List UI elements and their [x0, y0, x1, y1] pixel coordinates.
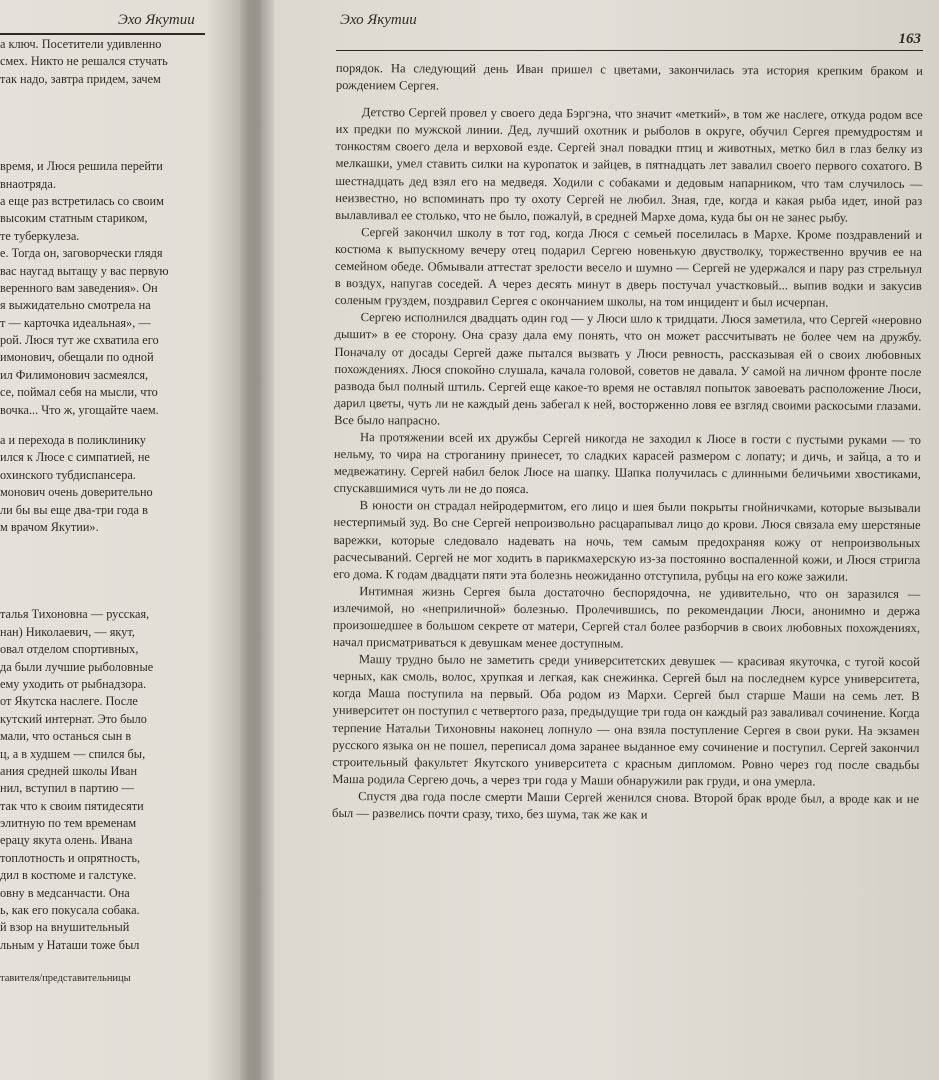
left-text-line: т — карточка идеальная», — [0, 315, 151, 330]
left-text-line: нил, вступил в партию — [0, 781, 134, 796]
left-text-line: м врачом Якутии». [0, 519, 99, 534]
left-text-line: элитную по тем временам [0, 816, 137, 831]
left-text-line: время, и Люся решила перейти [0, 159, 163, 174]
left-text-line: кутский интернат. Это было [0, 711, 147, 726]
left-text-block-lower [0, 432, 205, 536]
body-paragraph: Машу трудно было не заметить среди университетских девушек — красивая якуточка, с тугой косой черных, как смоль, волос, хрупкая и легкая, как снежинка. Сергей был на последнем курсе университета, когда Маша поступила на первый. Оба родом из Мархи. Сергей был старше Маши на семь лет. В университет он поступил с четвертого раза, предыдущие три года он каждый раз заваливал сочинение. Когда терпение Натальи Тихоновны наконец лопнуло — она взяла поступление Сергея в свои руки. На экзамен русского языка он не пошел, переписал дома заранее выданное ему сочинение и поступил. Сергей закончил строительный факультет Якутского университета с красным дипломом. Ровно через год после свадьбы Маша родила Сергею дочь, а через три года у Маши обнаружили рак груди, и она умерла. [332, 652, 920, 789]
left-running-head: Эхо Якутии [118, 12, 195, 28]
left-paragraph-gap [0, 419, 205, 432]
left-text-line: те туберкулеза. [0, 228, 80, 243]
left-text-line: талья Тихоновна — русская, [0, 607, 150, 622]
left-text-line: ему уходить от рыбнадзора. [0, 676, 147, 691]
left-text-line: е. Тогда он, заговорчески глядя [0, 246, 163, 261]
left-section-gap [0, 536, 205, 606]
body-paragraph: В юности он страдал нейродермитом, его лицо и шея были покрыты гнойничками, которые вызывали нестерпимый зуд. Во сне Сергей непроизвольно расцарапывал лицо до крови. Люся связала ему шерстяные варежки, которые следовало надевать на ночь, тем самым предохраняя кожу от непроизвольных расчесываний. Сергей не мог ходить в парикмахерскую из-за постоянно воспаленной кожи, и Люся стригла его дома. К годам двадцати пяти эта болезнь неожиданно отступила, рубцы на его коже зажили. [333, 498, 921, 584]
left-paragraph-gap [0, 88, 205, 158]
left-text-line: монович очень доверительно [0, 485, 153, 500]
left-text-line: ерацу якута олень. Ивана [0, 833, 133, 848]
left-text-line: ли бы вы еще два-три года в [0, 502, 148, 517]
left-text-line: вас наугад вытащу у вас первую [0, 263, 169, 278]
left-text-line: ания средней школы Иван [0, 763, 138, 778]
left-text-line: от Якутска наслеге. После [0, 694, 138, 709]
body-paragraph: На протяжении всей их дружбы Сергей никогда не заходил к Люсе в гости с пустыми руками — то нельму, то чира на строганину принесет, то сладких карасей размером с лопату; и дичь, и зайца, а то и медвежатину. Сергей набил белок Люсе на шапку. Шапка получилась с длинными беличьими хвостиками, спускавшимися чуть ли не до пояса. [333, 430, 922, 497]
left-text-line: се, поймал себя на мысли, что [0, 385, 158, 400]
left-text-line: имонович, обещали по одной [0, 350, 154, 365]
left-text-line: так что к своим пятидесяти [0, 798, 144, 813]
left-text-line: я выжидательно смотрела на [0, 298, 151, 313]
left-text-line: внаотряда. [0, 176, 56, 191]
left-text-line: й взор на внушительный [0, 920, 130, 935]
body-paragraph: Сергей закончил школу в тот год, когда Люся с семьей поселилась в Мархе. Кроме поздравлений и костюма к выпускному вечеру отец подарил Сергею новенькую двустволку, торжественно вручив ее на семейном обеде. Обмывали аттестат зрелости весело и шумно — Сергей не удержался и пару раз стрельнул в воздух, напугав соседей. А через десять минут в дверь постучал участковый... выпив водки и закусив соленым груздем, поздравил Сергея с окончанием школы, на том инцидент и был исчерпан. [334, 224, 923, 310]
left-text-line: охинского тубдиспансера. [0, 467, 136, 482]
left-text-line: так надо, завтра придем, зачем [0, 71, 161, 86]
left-text-line: вочка... Что ж, угощайте чаем. [0, 402, 159, 417]
body-paragraph: порядок. На следующий день Иван пришел с цветами, закончилась эта история крепким браком и рождением Сергея. [335, 60, 923, 93]
left-text-line: смех. Никто не решался стучать [0, 54, 168, 69]
left-text-line: а ключ. Посетители удивленно [0, 37, 162, 51]
left-text-block-top [0, 36, 205, 88]
left-header-rule [0, 33, 205, 35]
right-page-body [332, 60, 923, 825]
left-text-line: ил Филимонович засмеялся, [0, 367, 149, 382]
left-text-line: топлотность и опрятность, [0, 850, 141, 865]
left-text-line: дил в костюме и галстуке. [0, 868, 137, 883]
left-text-block-bottom [0, 606, 205, 954]
left-text-line: мали, что останься сын в [0, 729, 132, 744]
left-text-line: овал отделом спортивных, [0, 642, 139, 657]
left-text-line: да были лучшие рыболовные [0, 659, 154, 674]
left-text-line: ц, а в худшем — спился бы, [0, 746, 146, 761]
left-text-line: а и перехода в поликлинику [0, 433, 146, 448]
body-paragraph: Сергею исполнился двадцать один год — у Люси шло к тридцати. Люся заметила, что Сергей «неровно дышит» в ее сторону. Она сразу дала ему понять, что он может рассчитывать не более чем на дружбу. Поначалу от досады Сергей даже пытался вызвать у Люси ревность, рассказывая ей о своих любовных похождениях. Люся спокойно слушала, качала головой, советов не давала. У самой на личном фронте после развода был полный штиль. Сергей еще какое-то время не оставлял попыток завоевать расположение Люси, дарил цветы, чуть ли не каждый день забегал к ней, восторженно ловя ее взгляд своими раскосыми глазами. Все было напрасно. [334, 310, 922, 428]
left-text-line: льным у Наташи тоже был [0, 937, 140, 952]
body-paragraph: Спустя два года после смерти Маши Сергей женился снова. Второй брак вроде был, а вроде как и не был — развелись почти сразу, тихо, без шума, так же как и [332, 789, 920, 822]
left-text-line: овну в медсанчасти. Она [0, 885, 130, 900]
left-footnote: тавителя/представительницы [0, 973, 131, 984]
body-paragraph: Детство Сергей провел у своего деда Бэргэна, что значит «меткий», в том же наслеге, откуда родом все их предки по мужской линии. Дед, лучший охотник и рыболов в округе, обучил Сергея премудростям и тонкостям своего дела и верховой езде. Сергей знал повадки птиц и животных, метко бил в глаз белку из мелкашки, умел ставить силки на куропаток и зайцев, в пятнадцать лет завалил своего первого сохатого. В шестнадцать дед взял его на медведя. Ходили с собаками и дедовым напарником, что там случилось — неизвестно, но вспоминать про ту охоту Сергей не любил. Зная, где, когда и какая рыба идет, иной раз вылавливал ее столько, что не было, пожалуй, в средней Мархе дома, куда бы он не занес рыбу. [335, 105, 923, 225]
left-text-block-middle [0, 158, 205, 419]
left-page [0, 0, 240, 1080]
left-text-line: высоким статным стариком, [0, 211, 148, 226]
left-text-line: нан) Николаевич, — якут, [0, 624, 135, 639]
left-page-text [0, 36, 205, 954]
page-number: 163 [898, 31, 921, 47]
left-text-line: рой. Люся тут же схватила его [0, 333, 159, 348]
right-running-head: Эхо Якутии [340, 12, 417, 28]
left-text-line: а еще раз встретилась со своим [0, 193, 164, 208]
body-paragraph: Интимная жизнь Сергея была достаточно беспорядочна, не удивительно, что он заразился — излечимой, но «неприличной» болезнью. Пролечившись, по рекомендации Люси, анонимно и держа произошедшее в большом секрете от матери, Сергей стал более разборчив в своих любовных похождениях, начал присматриваться к девушкам менее доступным. [332, 583, 921, 651]
left-text-line: веренного вам заведения». Он [0, 280, 158, 295]
right-header-rule [336, 50, 923, 51]
book-gutter [240, 0, 274, 1080]
left-text-line: ь, как его покусала собака. [0, 903, 140, 918]
left-text-line: ился к Люсе с симпатией, не [0, 450, 150, 465]
